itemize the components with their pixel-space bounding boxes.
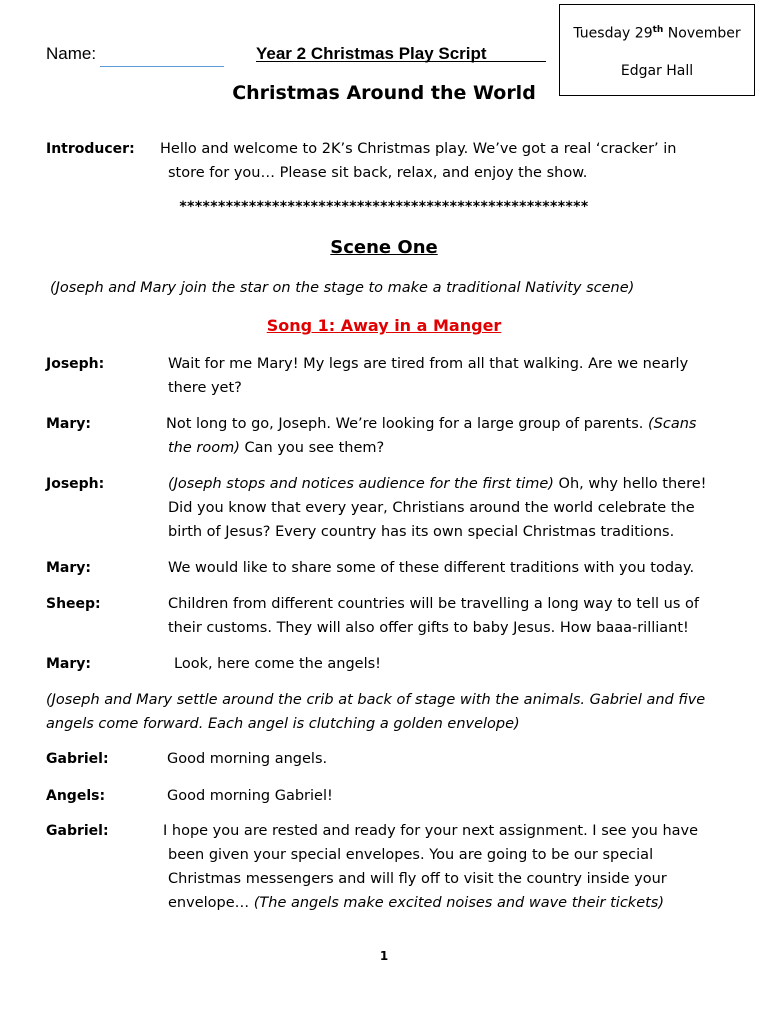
song-heading: Song 1: Away in a Manger xyxy=(266,316,502,335)
venue: Edgar Hall xyxy=(620,63,694,79)
date-day: Tuesday 29 xyxy=(573,25,653,42)
speaker-sheep: Sheep: xyxy=(46,596,101,612)
dialogue-line xyxy=(166,412,696,436)
inline-stage-direction: (Joseph stops and notices audience for the first time) xyxy=(168,476,554,492)
dialogue-line: there yet? xyxy=(168,380,242,396)
dialogue-line: Did you know that every year, Christians around the world celebrate the xyxy=(168,500,695,516)
dialogue-line: Good morning Gabriel! xyxy=(167,788,333,804)
name-label: Name: xyxy=(46,44,97,63)
speaker-gabriel: Gabriel: xyxy=(46,751,109,767)
dialogue-line: birth of Jesus? Every country has its own special Christmas traditions. xyxy=(168,524,675,540)
page-title: Christmas Around the World xyxy=(232,82,536,104)
dialogue-line: Christmas messengers and will fly off to visit the country inside your xyxy=(168,871,667,887)
dialogue-text: Oh, why hello there! xyxy=(553,476,707,492)
speaker-gabriel: Gabriel: xyxy=(46,823,109,839)
dialogue-text: Not long to go, Joseph. We’re looking for a large group of parents. xyxy=(166,416,649,432)
dialogue-line xyxy=(168,436,384,460)
dialogue-line: Good morning angels. xyxy=(167,751,328,767)
dialogue-line: Wait for me Mary! My legs are tired from all that walking. Are we nearly xyxy=(168,356,689,372)
dialogue-line xyxy=(168,472,706,496)
page-number: 1 xyxy=(379,949,389,963)
script-title: Year 2 Christmas Play Script xyxy=(256,44,487,63)
speaker-angels: Angels: xyxy=(46,788,106,804)
dialogue-line: I hope you are rested and ready for your next assignment. I see you have xyxy=(163,823,699,839)
dialogue-line: Children from different countries will be travelling a long way to tell us of xyxy=(168,596,699,612)
speaker-joseph: Joseph: xyxy=(46,356,105,372)
inline-stage-direction: (The angels make excited noises and wave their tickets) xyxy=(253,895,665,911)
star-divider: ***************************************************** xyxy=(179,199,589,215)
speaker-mary: Mary: xyxy=(46,560,92,576)
scene-heading: Scene One xyxy=(330,237,438,258)
stage-direction: (Joseph and Mary settle around the crib at back of stage with the animals. Gabriel and five xyxy=(46,692,706,708)
dialogue-line: Look, here come the angels! xyxy=(174,656,381,672)
speaker-introducer: Introducer: xyxy=(46,141,135,157)
speaker-mary: Mary: xyxy=(46,656,92,672)
speaker-mary: Mary: xyxy=(46,416,92,432)
date-line xyxy=(560,25,754,42)
dialogue-text: envelope… xyxy=(168,895,254,911)
date-month: November xyxy=(667,25,741,42)
inline-stage-direction: the room) xyxy=(168,440,240,456)
stage-direction: (Joseph and Mary join the star on the stage to make a traditional Nativity scene) xyxy=(50,280,635,296)
intro-line-2: store for you… Please sit back, relax, and enjoy the show. xyxy=(168,165,588,181)
dialogue-text: Can you see them? xyxy=(239,440,385,456)
stage-direction: angels come forward. Each angel is clutching a golden envelope) xyxy=(46,716,520,732)
dialogue-line: their customs. They will also offer gifts to baby Jesus. How baaa-rilliant! xyxy=(168,620,689,636)
dialogue-line xyxy=(168,891,664,915)
speaker-joseph: Joseph: xyxy=(46,476,105,492)
intro-line-1: Hello and welcome to 2K’s Christmas play. We’ve got a real ‘cracker’ in xyxy=(160,141,677,157)
script-title-underline xyxy=(256,61,546,62)
inline-stage-direction: (Scans xyxy=(648,416,697,432)
dialogue-line: been given your special envelopes. You are going to be our special xyxy=(168,847,654,863)
name-field[interactable] xyxy=(100,48,224,67)
dialogue-line: We would like to share some of these different traditions with you today. xyxy=(168,560,695,576)
date-suffix: th xyxy=(652,25,664,35)
